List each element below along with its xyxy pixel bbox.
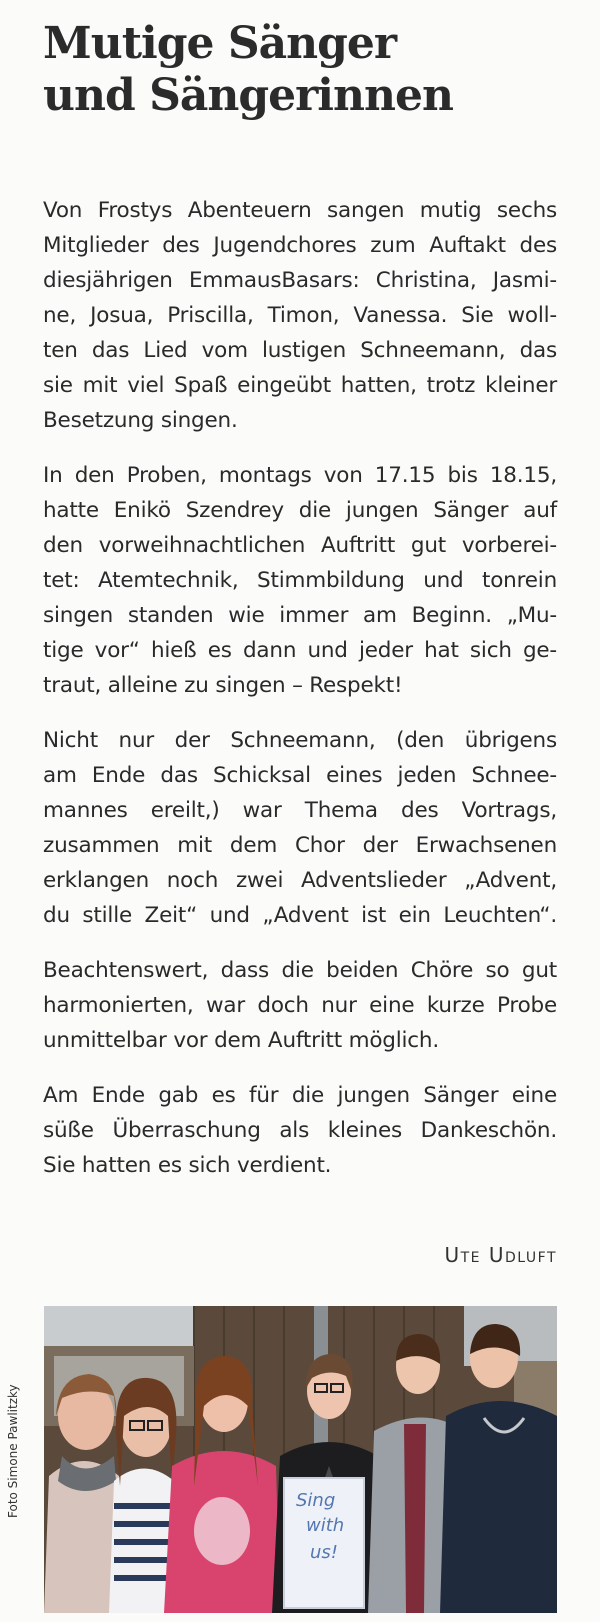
text-line: Nicht nur der Schneemann, (den übrigens bbox=[43, 728, 557, 753]
text-line: Besetzung singen. bbox=[43, 408, 238, 433]
text-line: am Ende das Schicksal eines jeden Schnee- bbox=[43, 763, 557, 788]
title-line-1: Mutige Sänger bbox=[43, 18, 397, 69]
paragraph-1 bbox=[43, 193, 557, 438]
paragraph-4 bbox=[43, 953, 557, 1058]
paragraph-3 bbox=[43, 723, 557, 933]
text-line: du stille Zeit“ und „Advent ist ein Leuchten“. bbox=[43, 903, 557, 928]
text-line: tet: Atemtechnik, Stimmbildung und tonrein bbox=[43, 568, 557, 593]
text-line: Sie hatten es sich verdient. bbox=[43, 1153, 332, 1178]
paragraph-2 bbox=[43, 458, 557, 703]
text-line: traut, alleine zu singen – Respekt! bbox=[43, 673, 403, 698]
text-line: hatte Enikö Szendrey die jungen Sänger auf bbox=[43, 498, 557, 523]
paragraph-5 bbox=[43, 1078, 557, 1183]
text-line: Am Ende gab es für die jungen Sänger eine bbox=[43, 1083, 557, 1108]
group-photo-illustration bbox=[44, 1306, 557, 1613]
group-photo bbox=[44, 1306, 557, 1613]
text-line: Mitglieder des Jugendchores zum Auftakt des bbox=[43, 233, 557, 258]
text-line: tige vor“ hieß es dann und jeder hat sich ge- bbox=[43, 638, 557, 663]
text-line: erklangen noch zwei Adventslieder „Advent, bbox=[43, 868, 557, 893]
text-line: harmonierten, war doch nur eine kurze Probe bbox=[43, 993, 557, 1018]
article-body bbox=[43, 193, 557, 1203]
text-line: diesjährigen EmmausBasars: Christina, Jasmi- bbox=[43, 268, 557, 293]
text-line: mannes ereilt,) war Thema des Vortrags, bbox=[43, 798, 557, 823]
text-line: den vorweihnachtlichen Auftritt gut vorberei- bbox=[43, 533, 557, 558]
author-name: Ute Udluft bbox=[444, 1243, 557, 1267]
text-line: ne, Josua, Priscilla, Timon, Vanessa. Sie woll- bbox=[43, 303, 557, 328]
text-line: unmittelbar vor dem Auftritt möglich. bbox=[43, 1028, 439, 1053]
title-line-2: und Sängerinnen bbox=[43, 70, 453, 121]
text-line: In den Proben, montags von 17.15 bis 18.15, bbox=[43, 463, 557, 488]
article-title bbox=[43, 18, 453, 122]
text-line: Beachtenswert, dass die beiden Chöre so gut bbox=[43, 958, 557, 983]
sign-text-1: Sing bbox=[296, 1490, 336, 1511]
text-line: sie mit viel Spaß eingeübt hatten, trotz kleiner bbox=[43, 373, 557, 398]
sky-area bbox=[44, 1306, 194, 1346]
sign-text-3: us! bbox=[310, 1542, 339, 1563]
text-line: zusammen mit dem Chor der Erwachsenen bbox=[43, 833, 557, 858]
sign-text-2: with bbox=[306, 1515, 345, 1536]
text-line: singen standen wie immer am Beginn. „Mu- bbox=[43, 603, 557, 628]
photo-credit-text: Foto Simone Pawlitzky bbox=[6, 1384, 20, 1518]
text-line: Von Frostys Abenteuern sangen mutig sechs bbox=[43, 198, 557, 223]
text-line: süße Überraschung als kleines Dankeschön. bbox=[43, 1118, 557, 1143]
text-line: ten das Lied vom lustigen Schneemann, das bbox=[43, 338, 557, 363]
